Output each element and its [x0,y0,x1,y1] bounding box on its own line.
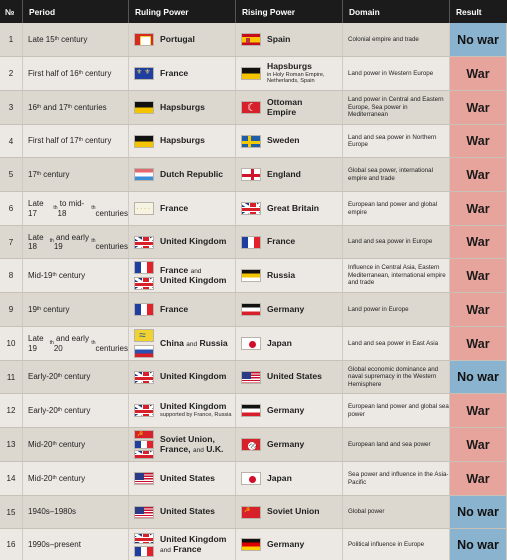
france-flag-icon [134,261,154,274]
table-row [0,259,507,293]
rising-power-name: Hapsburgs [267,61,312,72]
rising-power [236,293,343,326]
rising-power [236,226,343,258]
row-period: Early-20 th century [23,394,129,427]
header-rising-power: Rising Power [236,0,343,23]
rising-power [236,462,343,495]
uk-flag-icon [134,236,154,249]
row-number: 13 [0,428,23,461]
rising-power [236,428,343,461]
ruling-power [129,394,236,427]
rising-power [236,259,343,292]
rising-power [236,158,343,191]
france-flag-icon [134,67,154,80]
rising-power [236,125,343,157]
rising-power-name: Soviet Union [267,506,320,517]
russia-flag-icon [134,345,154,358]
rising-power-name: Russia [267,269,296,280]
result-badge: War [450,226,507,258]
and-conjunction: and [190,267,202,275]
table-row [0,327,507,361]
result-badge: War [450,327,507,360]
germany-flag-icon [241,538,261,551]
england-flag-icon [241,168,261,181]
ruling-power-name-2: France [173,543,202,554]
rising-power-name: Japan [267,472,292,483]
header-number: № [0,0,23,23]
us-flag-icon [134,472,154,485]
table-row [0,91,507,125]
rising-power-name: Great Britain [267,202,320,213]
row-number: 11 [0,361,23,393]
result-badge: War [450,91,507,124]
uk-flag-icon [134,404,154,417]
ruling-power-name: United States [160,506,215,517]
and-conjunction: and [186,340,198,348]
china-flag-icon [134,329,154,342]
ruling-power-name: Hapsburgs [160,135,205,146]
ruling-power [129,428,236,461]
row-domain: European land and sea power [343,428,450,461]
rising-power-name: Germany [267,303,305,314]
header-ruling-power: Ruling Power [129,0,236,23]
france-flag-icon [134,440,154,449]
ruling-power [129,361,236,393]
rising-power [236,192,343,225]
result-badge: No war [450,496,507,528]
ruling-power-name: France [160,67,189,78]
row-domain: Influence in Central Asia, Eastern Mediterranean, international empire and trade [343,259,450,292]
uk-flag-icon [134,450,154,459]
rising-power-name: Germany [267,538,305,549]
row-period: 1990s–present [23,529,129,560]
rising-power-name: Germany [267,438,305,449]
ruling-power [129,293,236,326]
ruling-power-note: supported by France, Russia [160,412,232,419]
row-domain: Sea power and influence in the Asia-Pacific [343,462,450,495]
table-row [0,23,507,57]
france-flag-icon [134,202,154,215]
result-badge: War [450,57,507,90]
result-badge: War [450,293,507,326]
header-domain: Domain [343,0,450,23]
ruling-power [129,259,236,292]
germany-flag-icon [241,438,261,451]
result-badge: War [450,394,507,427]
row-number: 14 [0,462,23,495]
us-flag-icon [241,371,261,384]
row-domain: Land power in Central and Eastern Europe, Sea power in Mediterranean [343,91,450,124]
row-domain: Land and sea power in Europe [343,226,450,258]
row-period: 19 th century [23,293,129,326]
ruling-power-name-2: France, [160,443,191,454]
row-domain: Land and sea power in Northern Europe [343,125,450,157]
row-period: 17 th century [23,158,129,191]
row-period: Mid-20 th century [23,428,129,461]
header-result: Result [456,6,482,17]
row-period: First half of 17 th century [23,125,129,157]
rising-power-name: England [267,168,301,179]
soviet-flag-icon [134,430,154,439]
ruling-power-name: United Kingdom [160,371,227,382]
row-period: Mid-20 th century [23,462,129,495]
portugal-flag-icon [134,33,154,46]
rising-power [236,361,343,393]
rising-power-name: Spain [267,33,291,44]
result-badge: No war [450,529,507,560]
uk-flag-icon [134,371,154,384]
table-row [0,57,507,91]
rising-power-name: United States [267,371,322,382]
rising-power [236,91,343,124]
table-row [0,125,507,158]
ruling-power-name: United Kingdom [160,401,227,412]
table-row [0,158,507,192]
row-period: 16 th and 17 th centuries [23,91,129,124]
rising-power-name: France [267,236,296,247]
us-flag-icon [134,506,154,519]
table-header [0,0,507,23]
row-domain: Colonial empire and trade [343,23,450,56]
result-badge: War [450,158,507,191]
russia-flag-icon [241,269,261,282]
ruling-power-name: France [160,202,189,213]
row-number: 16 [0,529,23,560]
row-domain: European land power and global sea power [343,394,450,427]
and-conjunction: and [192,446,204,454]
uk-flag-icon [241,202,261,215]
row-domain: Land power in Western Europe [343,57,450,90]
ruling-power [129,192,236,225]
ruling-power-name: United States [160,472,215,483]
row-domain: Global power [343,496,450,528]
row-number: 7 [0,226,23,258]
result-badge: War [450,192,507,225]
france-flag-icon [241,236,261,249]
hapsburg-flag-icon [134,101,154,114]
rising-power [236,394,343,427]
result-badge: No war [450,23,507,56]
germany-flag-icon [241,303,261,316]
uk-flag-icon [134,533,154,544]
ruling-power-name: Portugal [160,33,195,44]
row-domain: European land power and global empire [343,192,450,225]
row-number: 4 [0,125,23,157]
ruling-power [129,327,236,360]
ruling-power-name-2: Russia [199,337,228,348]
uk-flag-icon [134,277,154,290]
hapsburg-flag-icon [134,135,154,148]
rising-power-name: Ottoman Empire [267,96,303,117]
table-row [0,428,507,462]
ruling-power-name: France [160,303,189,314]
row-number: 2 [0,57,23,90]
table-row [0,496,507,529]
row-domain: Land and sea power in East Asia [343,327,450,360]
table-row [0,394,507,428]
sweden-flag-icon [241,135,261,148]
japan-flag-icon [241,472,261,485]
result-badge: No war [450,361,507,393]
rising-power [236,23,343,56]
ruling-power-name: France [160,264,189,275]
japan-flag-icon [241,337,261,350]
france-flag-icon [134,546,154,557]
rising-power [236,529,343,560]
germany-flag-icon [241,404,261,417]
row-number: 9 [0,293,23,326]
ruling-power [129,23,236,56]
ruling-power-name: United Kingdom [160,236,227,247]
ruling-power [129,496,236,528]
rising-power [236,327,343,360]
header-period: Period [23,0,129,23]
ruling-power [129,57,236,90]
rising-power-note: in Holy Roman Empire, Netherlands, Spain [267,72,325,85]
row-period: Mid-19 th century [23,259,129,292]
row-number: 3 [0,91,23,124]
ruling-power-name: Hapsburgs [160,101,205,112]
table-row [0,226,507,259]
table-row [0,361,507,394]
row-number: 6 [0,192,23,225]
ruling-power-name-3: U.K. [206,443,224,454]
ruling-power [129,125,236,157]
ruling-power [129,226,236,258]
france-flag-icon [134,303,154,316]
row-period: Late 18 th and early 19 th centuries [23,226,129,258]
rising-power [236,496,343,528]
row-number: 8 [0,259,23,292]
row-domain: Global sea power, international empire and trade [343,158,450,191]
row-number: 12 [0,394,23,427]
result-badge: War [450,462,507,495]
row-period: Late 19 th and early 20 th centuries [23,327,129,360]
table-row [0,293,507,327]
hapsburg-flag-icon [241,67,261,80]
result-badge: War [450,125,507,157]
dutch-flag-icon [134,168,154,181]
rising-power-name: Germany [267,404,305,415]
row-number: 1 [0,23,23,56]
ruling-power-name-2: United Kingdom [160,274,227,285]
row-domain: Global economic dominance and naval supremacy in the Western Hemisphere [343,361,450,393]
ruling-power-name: China [160,337,184,348]
ruling-power-name: Soviet Union, [160,433,215,444]
rising-power-name: Sweden [267,135,300,146]
row-period: 1940s–1980s [23,496,129,528]
spain-flag-icon [241,33,261,46]
row-number: 10 [0,327,23,360]
and-conjunction: and [160,546,171,554]
table-row [0,529,507,560]
ruling-power [129,91,236,124]
table-row [0,192,507,226]
row-domain: Political influence in Europe [343,529,450,560]
rising-power [236,57,343,90]
ruling-power [129,529,236,560]
row-period: First half of 16 th century [23,57,129,90]
ruling-power-name: Dutch Republic [160,168,224,179]
row-number: 15 [0,496,23,528]
row-period: Late 15 th century [23,23,129,56]
row-domain: Land power in Europe [343,293,450,326]
row-period: Early-20 th century [23,361,129,393]
ruling-power [129,158,236,191]
ruling-power-name: United Kingdom [160,533,227,544]
ruling-power [129,462,236,495]
result-badge: War [450,428,507,461]
soviet-flag-icon [241,506,261,519]
rising-power-name: Japan [267,337,292,348]
row-number: 5 [0,158,23,191]
table-row [0,462,507,496]
ottoman-flag-icon [241,101,261,114]
row-period: Late 17 th to mid-18 th centuries [23,192,129,225]
result-badge: War [450,259,507,292]
